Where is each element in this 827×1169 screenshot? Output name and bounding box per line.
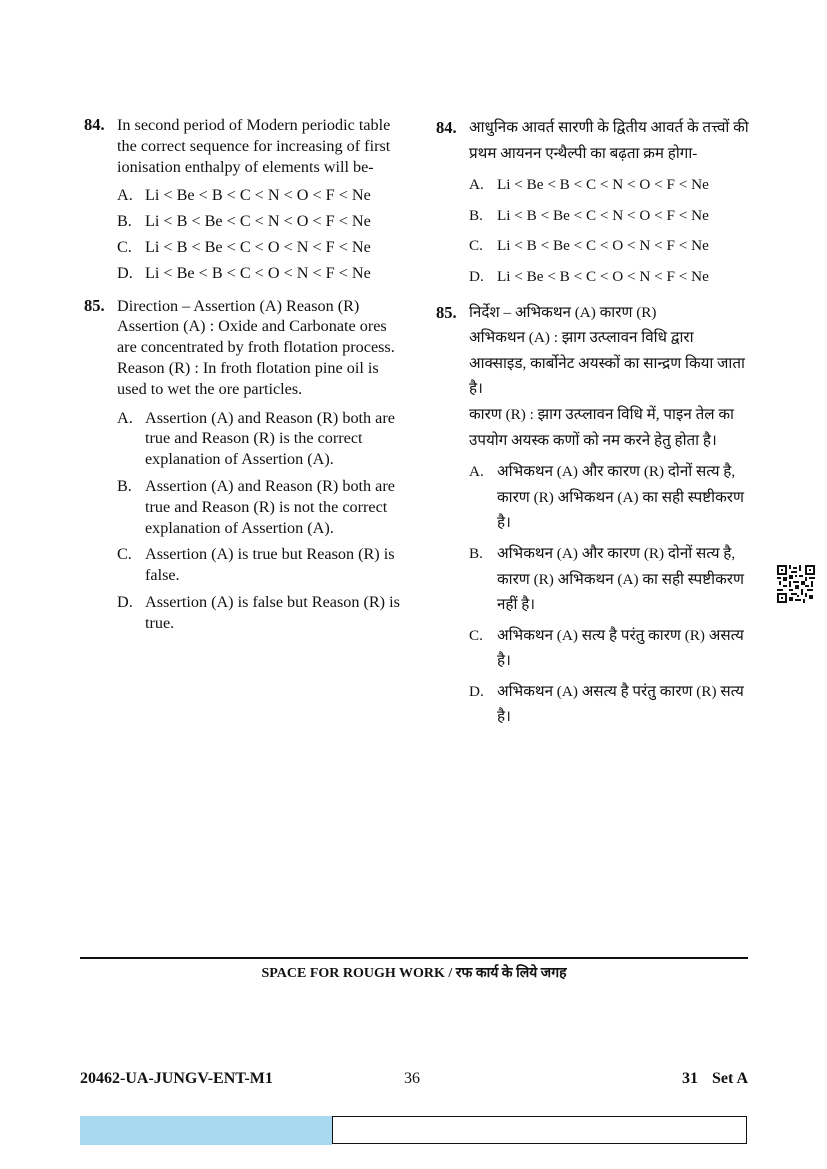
question-number: 85. (436, 302, 457, 322)
reason-line: कारण (R) : झाग उत्प्लावन विधि में, पाइन तेल का उपयोग अयस्क कणों को नम करने हेतु होता है। (469, 405, 734, 449)
question-number: 84. (436, 118, 457, 137)
question-number: 85. (84, 295, 105, 315)
option-a: A. Li < Be < B < C < N < O < F < Ne (469, 176, 709, 194)
set-label: Set A (712, 1070, 748, 1087)
option-c: C. Li < B < Be < C < O < N < F < Ne (469, 237, 709, 255)
english-column (80, 115, 410, 640)
hindi-column (432, 115, 752, 735)
option-d: D. Assertion (A) is false but Reason (R) is true. (117, 592, 400, 632)
page-number: 36 (404, 1070, 420, 1087)
rough-work-title: SPACE FOR ROUGH WORK / रफ कार्य के लिये जगह (261, 966, 567, 981)
option-d: D. Li < Be < B < C < O < N < F < Ne (117, 263, 371, 282)
reason-line: Reason (R) : In froth flotation pine oil is used to wet the ore particles. (117, 358, 379, 398)
qr-code-icon (777, 565, 815, 603)
option-a: A. Li < Be < B < C < N < O < F < Ne (117, 186, 371, 205)
option-c: C. Assertion (A) is true but Reason (R) is false. (117, 545, 395, 585)
question-84-hi (432, 115, 752, 290)
set-info (682, 1070, 748, 1088)
question-84-en (80, 115, 410, 284)
question-85-hi (432, 300, 752, 731)
option-a: A. Assertion (A) and Reason (R) both are true and Reason (R) is the correct explanation of Assertion (A). (117, 408, 395, 469)
direction-line: Direction – Assertion (A) Reason (R) (117, 296, 360, 315)
set-number: 31 (682, 1070, 698, 1087)
assertion-line: Assertion (A) : Oxide and Carbonate ores are concentrated by froth flotation process. (117, 317, 395, 357)
option-c: C. Li < B < Be < C < O < N < F < Ne (117, 237, 371, 256)
options-list (117, 408, 410, 634)
options-list (469, 172, 752, 289)
rough-work-divider (80, 957, 748, 959)
question-text: In second period of Modern periodic table the correct sequence for increasing of first ionisation enthalpy of elements will be- (117, 116, 391, 176)
direction-line: निर्देश – अभिकथन (A) कारण (R) (469, 303, 657, 321)
option-b: B. Li < B < Be < C < N < O < F < Ne (117, 212, 371, 231)
options-list (117, 185, 410, 283)
assertion-line: अभिकथन (A) : झाग उत्प्लावन विधि द्वारा आक्साइड, कार्बोनेट अयस्कों का सान्द्रण किया जाता है। (469, 329, 745, 398)
question-text: आधुनिक आवर्त सारणी के द्वितीय आवर्त के तत्त्वों की प्रथम आयनन एन्थैल्पी का बढ़ता क्रम होगा- (469, 119, 749, 162)
option-b: B. Li < B < Be < C < N < O < F < Ne (469, 206, 709, 224)
option-b: B. अभिकथन (A) और कारण (R) दोनों सत्य है, कारण (R) अभिकथन (A) का सही स्पष्टीकरण नहीं है। (469, 544, 744, 614)
option-d: D. अभिकथन (A) असत्य है परंतु कारण (R) सत्य है। (469, 682, 744, 726)
option-a: A. अभिकथन (A) और कारण (R) दोनों सत्य है, कारण (R) अभिकथन (A) का सही स्पष्टीकरण है। (469, 463, 744, 532)
options-list (469, 459, 752, 730)
option-d: D. Li < Be < B < C < O < N < F < Ne (469, 267, 709, 285)
question-number: 84. (84, 115, 105, 134)
footer-color-bar (80, 1116, 332, 1145)
option-b: B. Assertion (A) and Reason (R) both are true and Reason (R) is not the correct explanation of Assertion (A). (117, 476, 395, 537)
paper-code: 20462-UA-JUNGV-ENT-M1 (80, 1070, 273, 1087)
question-85-en (80, 296, 410, 634)
option-c: C. अभिकथन (A) सत्य है परंतु कारण (R) असत्य है। (469, 626, 744, 670)
footer-box (332, 1116, 747, 1144)
